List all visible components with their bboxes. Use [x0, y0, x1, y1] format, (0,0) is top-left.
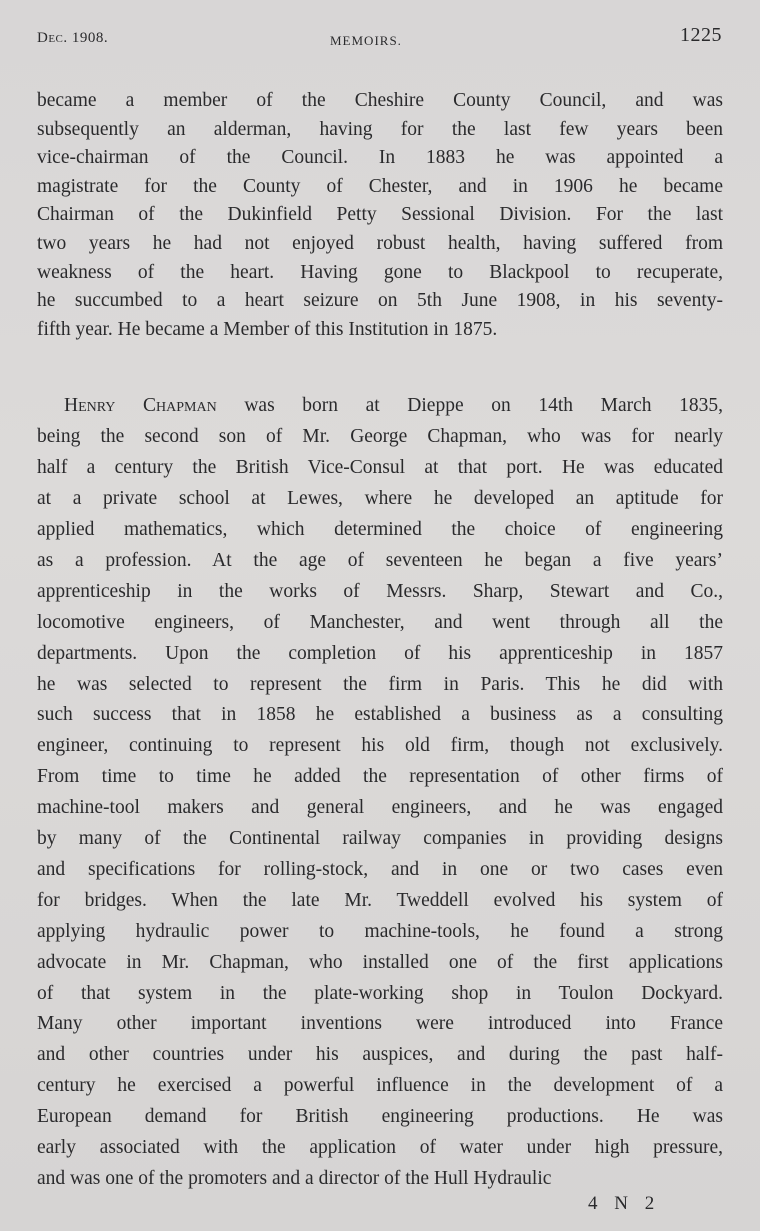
text-line: weakness of the heart. Having gone to Blackpool to recuperate, [37, 261, 723, 283]
text-line: locomotive engineers, of Manchester, and went through all the [37, 611, 723, 633]
text-line: applying hydraulic power to machine-tools, he found a strong [37, 920, 723, 942]
text-line: From time to time he added the representation of other firms of [37, 766, 723, 788]
body-text [37, 87, 723, 1195]
text-line: as a profession. At the age of seventeen he began a five years’ [37, 549, 723, 571]
text-line: Many other important inventions were introduced into France [37, 1013, 723, 1035]
text-line: became a member of the Cheshire County Council, and was [37, 90, 723, 111]
text-line: vice-chairman of the Council. In 1883 he was appointed a [37, 147, 723, 169]
line-text: was born at Dieppe on 14th March 1835, [216, 395, 723, 417]
text-line: he succumbed to a heart seizure on 5th June 1908, in his seventy- [37, 290, 723, 312]
text-line: of that system in the plate-working shop in Toulon Dockyard. [37, 982, 723, 1004]
text-line: Chairman of the Dukinfield Petty Sessional Division. For the last [37, 204, 723, 226]
text-line: half a century the British Vice-Consul at that port. He was educated [37, 457, 723, 479]
text-line: engineer, continuing to represent his old firm, though not exclusively. [37, 735, 723, 757]
text-line: advocate in Mr. Chapman, who installed one of the first applications [37, 951, 723, 973]
text-line: he was selected to represent the firm in Paris. This he did with [37, 673, 723, 695]
header-year: 1908. [67, 30, 109, 46]
text-line: century he exercised a powerful influence in the development of a [37, 1075, 723, 1097]
text-line: two years he had not enjoyed robust health, having suffered from [37, 232, 723, 254]
header-date [37, 30, 108, 47]
text-line: fifth year. He became a Member of this Institution in 1875. [37, 318, 498, 340]
text-line: such success that in 1858 he established a business as a consulting [37, 704, 723, 726]
signature-mark: 4 N 2 [588, 1193, 661, 1214]
memoir-subject-name: Henry Chapman [64, 395, 217, 417]
page-number: 1225 [680, 24, 722, 46]
text-line: and other countries under his auspices, and during the past half- [37, 1044, 723, 1066]
text-line: and specifications for rolling-stock, and in one or two cases even [37, 858, 723, 880]
text-line: and was one of the promoters and a director of the Hull Hydraulic [37, 1168, 552, 1189]
text-line: early associated with the application of water under high pressure, [37, 1137, 723, 1159]
text-line: subsequently an alderman, having for the last few years been [37, 118, 723, 140]
text-line: for bridges. When the late Mr. Tweddell evolved his system of [37, 889, 723, 911]
paragraph-1 [37, 87, 723, 344]
text-line: being the second son of Mr. George Chapman, who was for nearly [37, 426, 723, 448]
text-line: European demand for British engineering productions. He was [37, 1106, 723, 1128]
text-line: by many of the Continental railway companies in providing designs [37, 828, 723, 850]
header-month: Dec. [37, 30, 68, 46]
text-line: at a private school at Lewes, where he developed an aptitude for [37, 488, 723, 510]
text-line: apprenticeship in the works of Messrs. Sharp, Stewart and Co., [37, 580, 723, 602]
text-line: magistrate for the County of Chester, and in 1906 he became [37, 175, 723, 197]
text-line: machine-tool makers and general engineers, and he was engaged [37, 797, 723, 819]
text-line: departments. Upon the completion of his apprenticeship in 1857 [37, 642, 723, 664]
running-title: MEMOIRS. [330, 33, 402, 48]
text-line [37, 391, 723, 422]
paragraph-2 [37, 391, 723, 1195]
text-line: applied mathematics, which determined the choice of engineering [37, 518, 723, 540]
